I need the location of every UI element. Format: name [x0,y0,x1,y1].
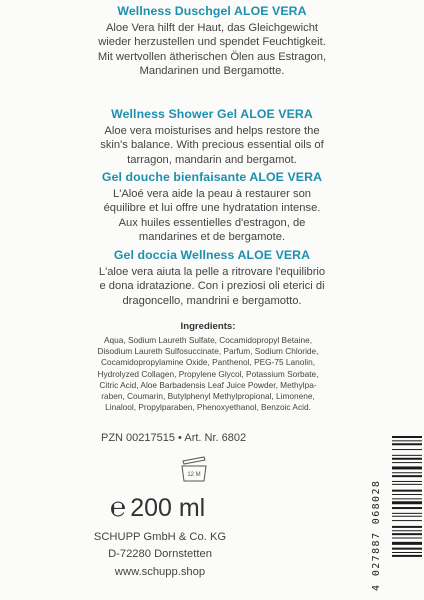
text-line: Aux huiles essentielles d'estragon, de [118,216,306,229]
section-french [0,170,424,245]
section-text [0,265,424,308]
barcode-bar [392,526,422,528]
company-website: www.schupp.shop [114,566,206,578]
barcode-bar [392,494,422,495]
text-line: Aloe vera moisturises and helps restore the [104,125,320,137]
pao-label: 12 M [187,472,201,478]
volume-value: 200 ml [130,494,206,522]
text-line: tarragon, mandarin and bergamot. [127,153,297,166]
barcode-bar [392,466,422,469]
barcode-bar [392,513,422,514]
ingredients-line: Cocamidopropylamine Oxide, Panthenol, PEG-75 Lanolin, [101,357,315,368]
barcode-bar [392,443,422,445]
text-line: skin's balance. With precious essential oils of [100,139,324,152]
barcode-bar [392,542,422,545]
barcode-bar [392,533,422,535]
text-line: wieder herzustellen und spendet Feuchtigkeit. [98,36,326,49]
text-line: L'Aloé vera aide la peau à restaurer son [112,188,312,200]
barcode-bar [392,472,422,473]
barcode-bar [392,490,422,492]
product-codes: PZN 00217515 • Art. Nr. 6802 [101,432,247,444]
text-line: Aloe Vera hilft der Haut, das Gleichgewicht [105,22,319,34]
barcode-bar [392,552,422,553]
barcode-bar [392,548,422,550]
section-heading: Gel douche bienfaisante ALOE VERA [101,170,323,184]
text-line: dragoncello, mandrini e bergamotto. [122,294,302,307]
barcode-bar [392,516,422,517]
ingredients-title: Ingredients: [180,321,236,332]
barcode-bar [392,458,422,460]
barcode-bar [392,462,422,463]
ingredients-line: Aqua, Sodium Laureth Sulfate, Cocamidopropyl Betaine, [103,335,312,345]
section-text [0,124,424,167]
barcode-bar [392,501,422,504]
ingredients-list [0,335,420,413]
barcode-bar [392,436,422,438]
ingredients-block [0,321,420,413]
barcode-number: 4 027887 068028 [371,479,382,591]
section-text [0,21,424,79]
text-line: Mit wertvollen ätherischen Ölen aus Estragon, [97,50,327,63]
barcode [392,436,422,600]
barcode-bar [392,449,422,450]
ingredients-line: Disodium Laureth Sulfosuccinate, Parfum, Sodium Chloride, [97,346,319,357]
section-heading: Wellness Duschgel ALOE VERA [117,4,307,18]
ingredients-line: Citric Acid, Aloe Barbadensis Leaf Juice Powder, Methylpa- [99,379,317,390]
section-heading: Wellness Shower Gel ALOE VERA [111,107,313,121]
period-after-opening-icon [177,455,211,483]
barcode-bar [392,538,422,539]
barcode-bar [392,498,422,499]
barcode-bar [392,481,422,482]
barcode-bar [392,455,422,456]
estimated-sign: ℮ [110,492,127,522]
barcode-bar [392,440,422,441]
barcode-bar [392,530,422,531]
ingredients-line: raben, Coumarin, Butylphenyl Methylpropional, Limonene, [101,391,315,402]
barcode-bar [392,507,422,509]
ingredients-line: Linalool, Propylparaben, Phenoxyethanol, Benzoic Acid. [105,402,311,413]
barcode-bar [392,484,422,485]
text-line: Mandarinen und Bergamotte. [139,65,285,78]
section-english [0,107,424,167]
section-german [0,4,424,79]
barcode-bar [392,520,422,521]
text-line: e dona idratazione. Con i preziosi oli eterici di [99,280,325,293]
barcode-bar [392,555,422,557]
company-address: D-72280 Dornstetten [108,548,212,560]
ingredients-line: Hydrolyzed Collagen, Propylene Glycol, Potassium Sorbate, [97,368,319,379]
text-line: équilibre et lui offre une hydratation intense. [103,202,321,215]
section-text [0,187,424,245]
volume [110,492,205,523]
company-name: SCHUPP GmbH & Co. KG [93,531,227,543]
barcode-bar [392,475,422,477]
section-heading: Gel doccia Wellness ALOE VERA [113,248,311,262]
text-line: mandarines et de bergamote. [138,231,286,244]
section-italian [0,248,424,308]
text-line: L'aloe vera aiuta la pelle a ritrovare l'equilibrio [98,266,326,278]
